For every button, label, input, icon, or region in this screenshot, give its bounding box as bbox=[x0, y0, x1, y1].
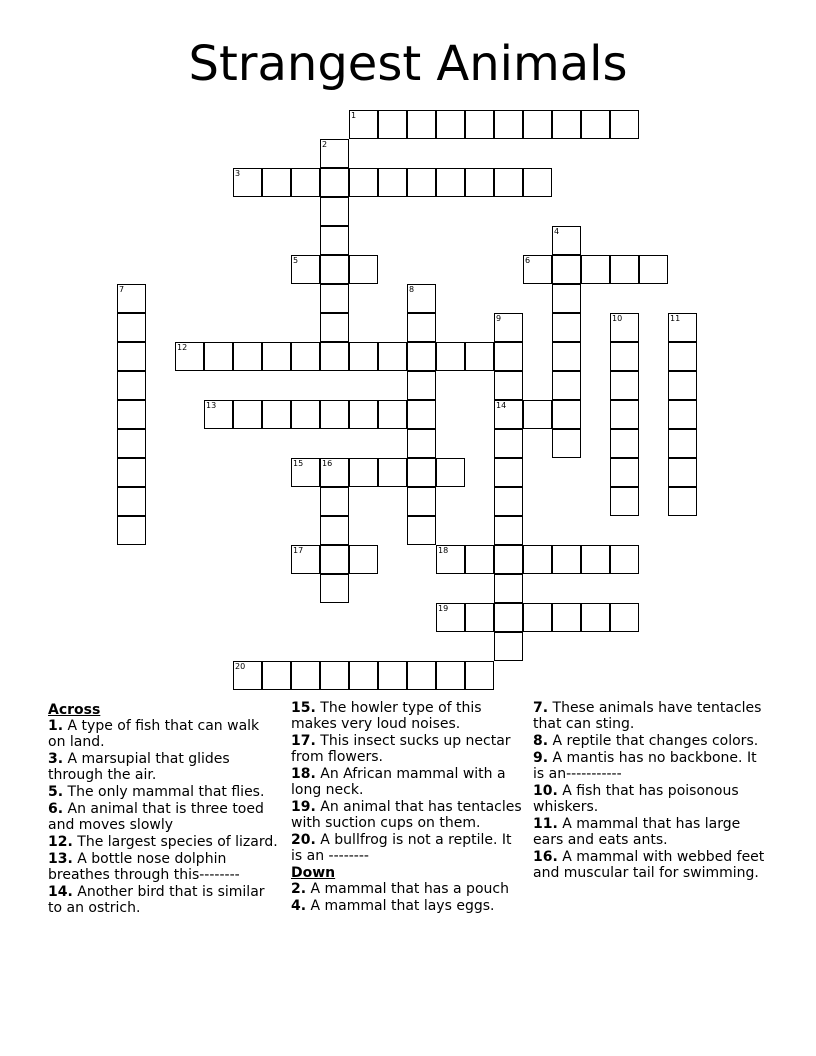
grid-cell[interactable] bbox=[378, 168, 407, 197]
grid-cell[interactable] bbox=[407, 284, 436, 313]
grid-cell[interactable] bbox=[407, 371, 436, 400]
grid-cell[interactable] bbox=[465, 110, 494, 139]
puzzle-title: Strangest Animals bbox=[188, 36, 628, 92]
grid-cell[interactable] bbox=[610, 371, 639, 400]
grid-cell[interactable] bbox=[436, 168, 465, 197]
grid-cell[interactable] bbox=[349, 110, 378, 139]
clue-number: 15. bbox=[291, 700, 316, 716]
clue-item bbox=[291, 700, 523, 732]
grid-cell[interactable] bbox=[552, 226, 581, 255]
clue-text: A bullfrog is not a reptile. It is an -------- bbox=[291, 832, 512, 864]
grid-cell[interactable] bbox=[465, 168, 494, 197]
grid-cell[interactable] bbox=[668, 313, 697, 342]
clue-item bbox=[291, 898, 523, 914]
grid-cell[interactable] bbox=[552, 342, 581, 371]
grid-cell[interactable] bbox=[407, 487, 436, 516]
grid-cell[interactable] bbox=[291, 545, 320, 574]
grid-cell[interactable] bbox=[320, 284, 349, 313]
grid-cell[interactable] bbox=[407, 661, 436, 690]
grid-cell[interactable] bbox=[349, 458, 378, 487]
grid-cell[interactable] bbox=[117, 487, 146, 516]
grid-cell[interactable] bbox=[494, 110, 523, 139]
clue-text: A mammal that has a pouch bbox=[306, 881, 509, 897]
grid-cell[interactable] bbox=[349, 342, 378, 371]
clue-text: The howler type of this makes very loud noises. bbox=[291, 700, 482, 732]
clue-number: 20 bbox=[235, 662, 246, 671]
clue-text: An African mammal with a long neck. bbox=[291, 766, 506, 798]
clue-number: 13 bbox=[206, 401, 217, 410]
clue-item bbox=[48, 851, 280, 883]
clue-text: These animals have tentacles that can sting. bbox=[533, 700, 762, 732]
clue-number: 5. bbox=[48, 784, 64, 800]
grid-cell[interactable] bbox=[291, 342, 320, 371]
grid-cell[interactable] bbox=[523, 545, 552, 574]
clue-number: 20. bbox=[291, 832, 316, 848]
grid-cell[interactable] bbox=[117, 284, 146, 313]
clue-item bbox=[48, 718, 280, 750]
grid-cell[interactable] bbox=[494, 458, 523, 487]
grid-cell[interactable] bbox=[407, 313, 436, 342]
grid-cell[interactable] bbox=[610, 255, 639, 284]
grid-cell[interactable] bbox=[407, 400, 436, 429]
grid-cell[interactable] bbox=[610, 313, 639, 342]
clue-text: A type of fish that can walk on land. bbox=[48, 718, 260, 750]
grid-cell[interactable] bbox=[407, 110, 436, 139]
clue-item bbox=[533, 849, 765, 881]
clue-item bbox=[533, 816, 765, 848]
clue-text: A bottle nose dolphin breathes through this-------- bbox=[48, 851, 240, 883]
clue-number: 14 bbox=[496, 401, 507, 410]
clue-item bbox=[291, 799, 523, 831]
grid-cell[interactable] bbox=[552, 429, 581, 458]
clue-item bbox=[48, 784, 280, 800]
grid-cell[interactable] bbox=[349, 255, 378, 284]
clue-number: 17 bbox=[293, 546, 304, 555]
grid-cell[interactable] bbox=[552, 284, 581, 313]
grid-cell[interactable] bbox=[175, 342, 204, 371]
grid-cell[interactable] bbox=[349, 168, 378, 197]
clue-number: 11 bbox=[670, 314, 681, 323]
grid-cell[interactable] bbox=[233, 168, 262, 197]
grid-cell[interactable] bbox=[668, 429, 697, 458]
grid-cell[interactable] bbox=[581, 110, 610, 139]
grid-cell[interactable] bbox=[494, 313, 523, 342]
grid-cell[interactable] bbox=[639, 255, 668, 284]
grid-cell[interactable] bbox=[610, 400, 639, 429]
grid-cell[interactable] bbox=[523, 168, 552, 197]
clue-text: A mammal that lays eggs. bbox=[306, 898, 495, 914]
grid-cell[interactable] bbox=[610, 487, 639, 516]
clue-number: 19 bbox=[438, 604, 449, 613]
clue-item bbox=[291, 832, 523, 864]
clue-item bbox=[48, 751, 280, 783]
clue-number: 9. bbox=[533, 750, 549, 766]
grid-cell[interactable] bbox=[552, 545, 581, 574]
clue-text: A fish that has poisonous whiskers. bbox=[533, 783, 739, 815]
clue-number: 1. bbox=[48, 718, 64, 734]
grid-cell[interactable] bbox=[552, 255, 581, 284]
grid-cell[interactable] bbox=[204, 400, 233, 429]
grid-cell[interactable] bbox=[349, 661, 378, 690]
clue-number: 6. bbox=[48, 801, 64, 817]
clue-number: 12 bbox=[177, 343, 188, 352]
clue-text: An animal that is three toed and moves slowly bbox=[48, 801, 264, 833]
grid-cell[interactable] bbox=[581, 545, 610, 574]
clue-number: 19. bbox=[291, 799, 316, 815]
clue-number: 11. bbox=[533, 816, 558, 832]
grid-cell[interactable] bbox=[117, 342, 146, 371]
grid-cell[interactable] bbox=[494, 487, 523, 516]
clue-item bbox=[533, 750, 765, 782]
grid-cell[interactable] bbox=[523, 110, 552, 139]
grid-cell[interactable] bbox=[494, 400, 523, 429]
grid-cell[interactable] bbox=[494, 168, 523, 197]
grid-cell[interactable] bbox=[262, 168, 291, 197]
grid-cell[interactable] bbox=[407, 168, 436, 197]
grid-cell[interactable] bbox=[320, 168, 349, 197]
clue-number: 2 bbox=[322, 140, 328, 149]
grid-cell[interactable] bbox=[204, 342, 233, 371]
clue-number: 3 bbox=[235, 169, 241, 178]
grid-cell[interactable] bbox=[262, 400, 291, 429]
clue-number: 18. bbox=[291, 766, 316, 782]
grid-cell[interactable] bbox=[552, 313, 581, 342]
grid-cell[interactable] bbox=[291, 168, 320, 197]
grid-cell[interactable] bbox=[320, 487, 349, 516]
grid-cell[interactable] bbox=[552, 603, 581, 632]
grid-cell[interactable] bbox=[262, 342, 291, 371]
grid-cell[interactable] bbox=[320, 342, 349, 371]
grid-cell[interactable] bbox=[436, 603, 465, 632]
grid-cell[interactable] bbox=[494, 545, 523, 574]
grid-cell[interactable] bbox=[436, 545, 465, 574]
grid-cell[interactable] bbox=[349, 400, 378, 429]
clue-number: 15 bbox=[293, 459, 304, 468]
clue-number: 4. bbox=[291, 898, 307, 914]
clue-text: A mammal with webbed feet and muscular tail for swimming. bbox=[533, 849, 765, 881]
clue-number: 4 bbox=[554, 227, 560, 236]
grid-cell[interactable] bbox=[494, 516, 523, 545]
grid-cell[interactable] bbox=[465, 342, 494, 371]
grid-cell[interactable] bbox=[465, 661, 494, 690]
clue-text: This insect sucks up nectar from flowers. bbox=[291, 733, 511, 765]
grid-cell[interactable] bbox=[117, 313, 146, 342]
grid-cell[interactable] bbox=[320, 545, 349, 574]
grid-cell[interactable] bbox=[233, 342, 262, 371]
grid-cell[interactable] bbox=[320, 255, 349, 284]
grid-cell[interactable] bbox=[117, 400, 146, 429]
grid-cell[interactable] bbox=[233, 661, 262, 690]
grid-cell[interactable] bbox=[407, 516, 436, 545]
grid-cell[interactable] bbox=[494, 574, 523, 603]
grid-cell[interactable] bbox=[523, 603, 552, 632]
grid-cell[interactable] bbox=[407, 342, 436, 371]
clue-item bbox=[533, 783, 765, 815]
clue-text: A reptile that changes colors. bbox=[548, 733, 759, 749]
grid-cell[interactable] bbox=[436, 342, 465, 371]
clue-text: An animal that has tentacles with suction cups on them. bbox=[291, 799, 522, 831]
grid-cell[interactable] bbox=[378, 458, 407, 487]
grid-cell[interactable] bbox=[523, 400, 552, 429]
grid-cell[interactable] bbox=[610, 110, 639, 139]
clue-number: 13. bbox=[48, 851, 73, 867]
clue-number: 6 bbox=[525, 256, 531, 265]
grid-cell[interactable] bbox=[494, 342, 523, 371]
down-heading: Down bbox=[291, 865, 336, 881]
grid-cell[interactable] bbox=[465, 545, 494, 574]
clue-text: A mantis has no backbone. It is an----------- bbox=[533, 750, 757, 782]
clue-number: 7 bbox=[119, 285, 125, 294]
grid-cell[interactable] bbox=[668, 371, 697, 400]
grid-cell[interactable] bbox=[552, 110, 581, 139]
grid-cell[interactable] bbox=[320, 516, 349, 545]
grid-cell[interactable] bbox=[610, 603, 639, 632]
clue-item bbox=[533, 700, 765, 732]
clue-number: 10 bbox=[612, 314, 623, 323]
clue-text: The only mammal that flies. bbox=[63, 784, 265, 800]
clue-number: 2. bbox=[291, 881, 307, 897]
clue-number: 17. bbox=[291, 733, 316, 749]
clue-number: 12. bbox=[48, 834, 73, 850]
clue-item bbox=[48, 801, 280, 833]
grid-cell[interactable] bbox=[668, 342, 697, 371]
clue-number: 3. bbox=[48, 751, 64, 767]
grid-cell[interactable] bbox=[378, 342, 407, 371]
clue-number: 8 bbox=[409, 285, 415, 294]
grid-cell[interactable] bbox=[552, 371, 581, 400]
clue-item bbox=[291, 733, 523, 765]
clues-column-1 bbox=[48, 700, 280, 917]
grid-cell[interactable] bbox=[610, 458, 639, 487]
grid-cell[interactable] bbox=[117, 516, 146, 545]
grid-cell[interactable] bbox=[494, 603, 523, 632]
clue-number: 9 bbox=[496, 314, 502, 323]
grid-cell[interactable] bbox=[494, 429, 523, 458]
clue-item bbox=[48, 884, 280, 916]
grid-cell[interactable] bbox=[552, 400, 581, 429]
grid-cell[interactable] bbox=[291, 661, 320, 690]
grid-cell[interactable] bbox=[436, 110, 465, 139]
grid-cell[interactable] bbox=[610, 545, 639, 574]
grid-cell[interactable] bbox=[117, 429, 146, 458]
grid-cell[interactable] bbox=[407, 458, 436, 487]
grid-cell[interactable] bbox=[233, 400, 262, 429]
grid-cell[interactable] bbox=[320, 400, 349, 429]
grid-cell[interactable] bbox=[668, 487, 697, 516]
clue-number: 14. bbox=[48, 884, 73, 900]
grid-cell[interactable] bbox=[494, 371, 523, 400]
grid-cell[interactable] bbox=[378, 110, 407, 139]
grid-cell[interactable] bbox=[581, 603, 610, 632]
grid-cell[interactable] bbox=[320, 661, 349, 690]
grid-cell[interactable] bbox=[610, 342, 639, 371]
grid-cell[interactable] bbox=[320, 574, 349, 603]
grid-cell[interactable] bbox=[668, 458, 697, 487]
clue-number: 18 bbox=[438, 546, 449, 555]
grid-cell[interactable] bbox=[291, 400, 320, 429]
grid-cell[interactable] bbox=[320, 458, 349, 487]
grid-cell[interactable] bbox=[465, 603, 494, 632]
grid-cell[interactable] bbox=[320, 197, 349, 226]
grid-cell[interactable] bbox=[378, 661, 407, 690]
grid-cell[interactable] bbox=[291, 458, 320, 487]
grid-cell[interactable] bbox=[494, 632, 523, 661]
clue-item bbox=[48, 834, 280, 850]
grid-cell[interactable] bbox=[349, 545, 378, 574]
clue-text: A marsupial that glides through the air. bbox=[48, 751, 230, 783]
grid-cell[interactable] bbox=[610, 429, 639, 458]
grid-cell[interactable] bbox=[291, 255, 320, 284]
clue-text: A mammal that has large ears and eats ants. bbox=[533, 816, 741, 848]
grid-cell[interactable] bbox=[668, 400, 697, 429]
grid-cell[interactable] bbox=[581, 255, 610, 284]
clues-column-3 bbox=[533, 700, 765, 882]
grid-cell[interactable] bbox=[320, 226, 349, 255]
clue-number: 16 bbox=[322, 459, 333, 468]
clue-number: 7. bbox=[533, 700, 549, 716]
clue-number: 10. bbox=[533, 783, 558, 799]
clue-number: 8. bbox=[533, 733, 549, 749]
clue-item bbox=[291, 881, 523, 897]
clue-text: Another bird that is similar to an ostrich. bbox=[48, 884, 265, 916]
grid-cell[interactable] bbox=[436, 661, 465, 690]
clues-column-2 bbox=[291, 700, 523, 915]
across-heading: Across bbox=[48, 702, 101, 718]
clue-number: 16. bbox=[533, 849, 558, 865]
clue-number: 5 bbox=[293, 256, 299, 265]
grid-cell[interactable] bbox=[378, 400, 407, 429]
grid-cell[interactable] bbox=[320, 313, 349, 342]
grid-cell[interactable] bbox=[523, 255, 552, 284]
grid-cell[interactable] bbox=[407, 429, 436, 458]
grid-cell[interactable] bbox=[262, 661, 291, 690]
grid-cell[interactable] bbox=[436, 458, 465, 487]
clue-item bbox=[533, 733, 765, 749]
grid-cell[interactable] bbox=[117, 458, 146, 487]
grid-cell[interactable] bbox=[117, 371, 146, 400]
clue-text: The largest species of lizard. bbox=[72, 834, 278, 850]
clue-item bbox=[291, 766, 523, 798]
clue-number: 1 bbox=[351, 111, 357, 120]
grid-cell[interactable] bbox=[320, 139, 349, 168]
